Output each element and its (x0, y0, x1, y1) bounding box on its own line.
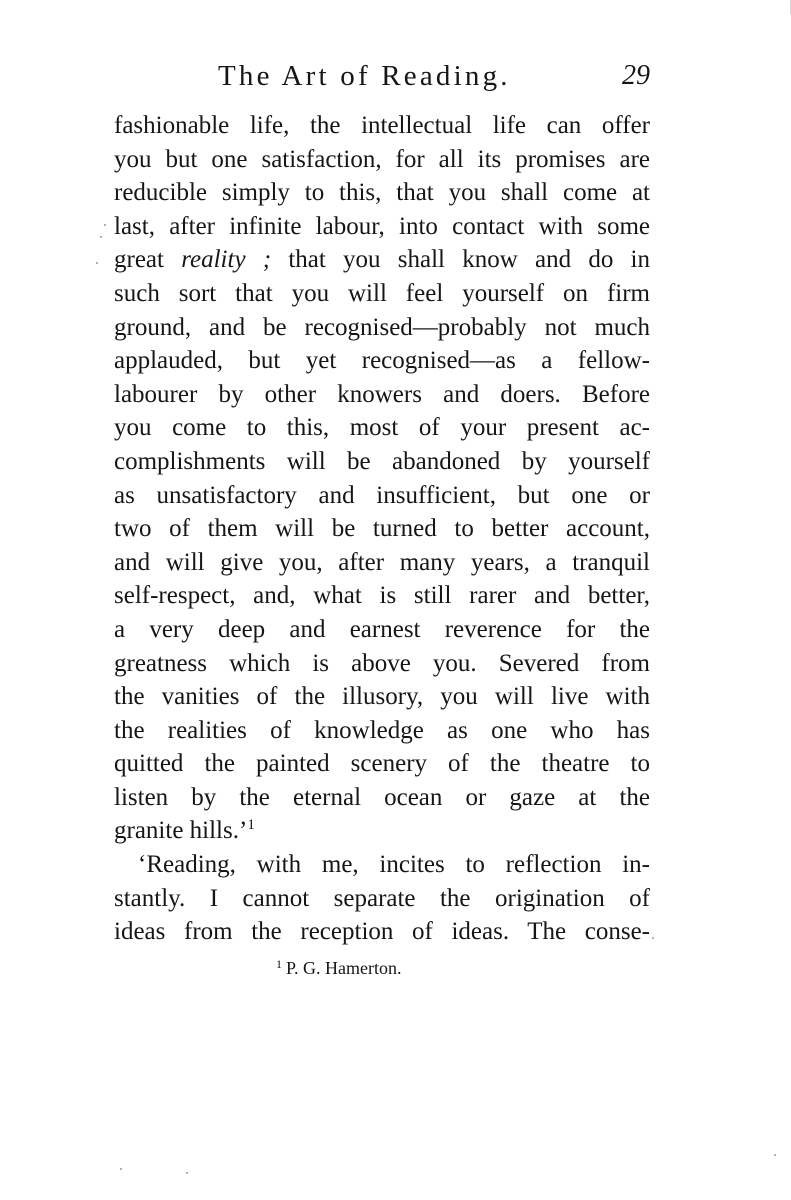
text-segment: that you shall know and do in (271, 246, 650, 274)
page-number: 29 (622, 60, 650, 91)
text-line: a very deep and earnest reverence for the (114, 615, 650, 643)
ink-speck (96, 262, 98, 264)
text-line: and will give you, after many years, a tranquil (114, 548, 650, 576)
ink-speck (652, 937, 654, 939)
text-line: stantly. I cannot separate the origination of (114, 884, 650, 912)
running-head (114, 56, 650, 96)
ink-speck (100, 236, 102, 238)
text-line: reducible simply to this, that you shall come at (114, 179, 650, 207)
text-line: labourer by other knowers and doers. Before (114, 380, 650, 408)
text-line: applauded, but yet recognised—as a fellow- (114, 347, 650, 375)
body-text (114, 109, 650, 949)
footnote (276, 956, 402, 980)
text-line: ground, and be recognised—probably not much (114, 313, 650, 341)
text-line: the realities of knowledge as one who has (114, 716, 650, 744)
text-line: such sort that you will feel yourself on firm (114, 279, 650, 307)
ink-speck (186, 1172, 188, 1174)
text-line: quitted the painted scenery of the theatre to (114, 750, 650, 778)
italic-word-reality: reality ; (181, 246, 272, 274)
text-segment: great (114, 246, 182, 274)
text-line: you but one satisfaction, for all its promises are (114, 145, 650, 173)
text-line (114, 243, 650, 277)
text-segment: granite hills.’ (114, 817, 248, 845)
text-line: fashionable life, the intellectual life can offer (114, 112, 650, 139)
text-line: ‘Reading, with me, incites to reflection in- (138, 851, 650, 879)
text-line: self-respect, and, what is still rarer and better, (114, 582, 650, 610)
ink-speck (120, 1168, 122, 1170)
text-line (114, 814, 650, 848)
text-line: last, after infinite labour, into contact with some (114, 212, 650, 240)
running-title: The Art of Reading. (218, 60, 511, 92)
text-line: ideas from the reception of ideas. The conse- (114, 918, 650, 946)
ink-speck (104, 224, 106, 226)
footnote-reference: 1 (247, 817, 255, 834)
text-line: as unsatisfactory and insufficient, but one or (114, 481, 650, 509)
text-line: greatness which is above you. Severed from (114, 649, 650, 677)
text-line: listen by the eternal ocean or gaze at the (114, 783, 650, 811)
footnote-text: P. G. Hamerton. (286, 958, 402, 978)
text-line: two of them will be turned to better account, (114, 515, 650, 543)
text-line: you come to this, most of your present ac- (114, 414, 650, 442)
text-line: complishments will be abandoned by yourself (114, 447, 650, 475)
footnote-marker: 1 (276, 957, 282, 971)
text-line: the vanities of the illusory, you will live with (114, 683, 650, 711)
ink-speck (774, 1154, 776, 1156)
